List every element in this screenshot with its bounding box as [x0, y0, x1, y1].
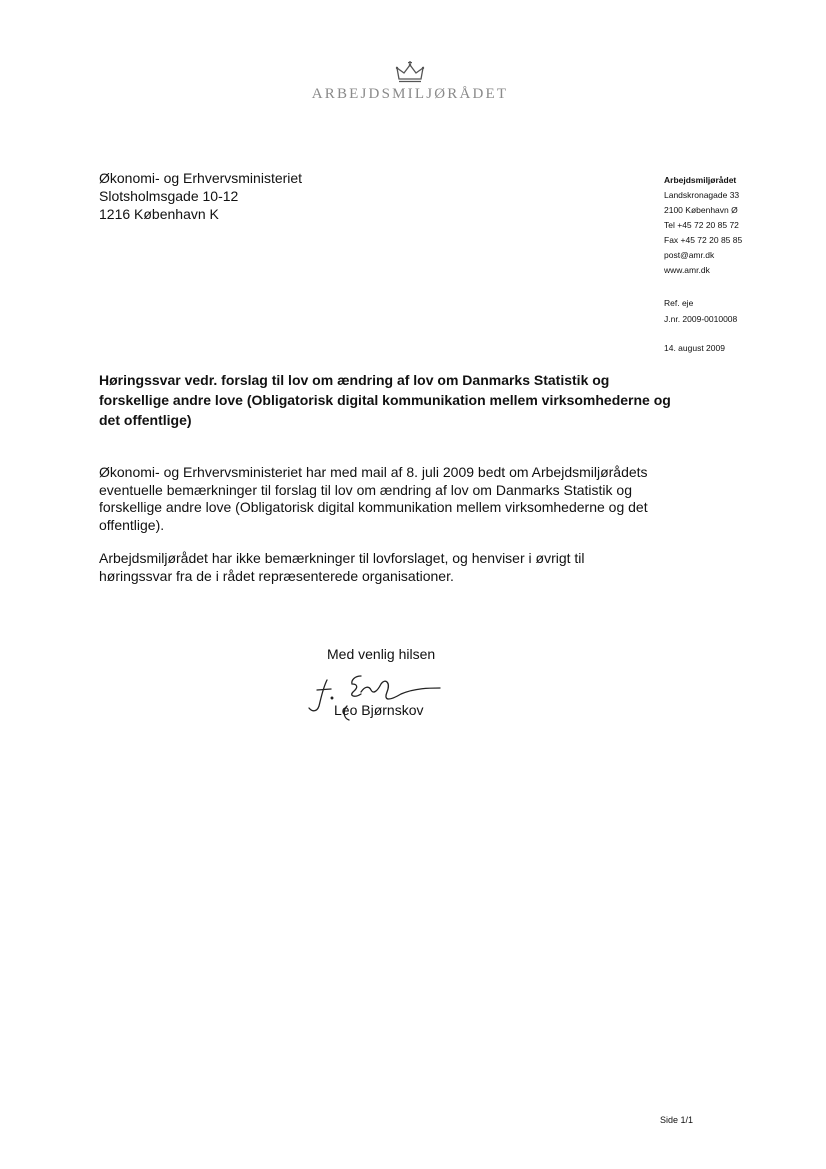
recipient-street: Slotsholmsgade 10-12 — [99, 188, 239, 204]
letterhead-logo — [300, 60, 520, 103]
letter-subject: Høringssvar vedr. forslag til lov om ændring af lov om Danmarks Statistik og forskellige andre love (Obligatorisk digital kommunikation mellem virksomhederne og det offentlige) — [99, 372, 671, 428]
reference-block — [664, 295, 737, 327]
recipient-address — [99, 169, 302, 223]
crown-icon — [395, 60, 425, 84]
letter-body — [99, 464, 659, 601]
sender-org: Arbejdsmiljørådet — [664, 175, 737, 185]
page-number: Side 1/1 — [660, 1115, 694, 1125]
logo-text: ARBEJDSMILJØRÅDET — [311, 86, 509, 102]
signer-name: Leo Bjørnskov — [334, 702, 424, 718]
sender-web: www.amr.dk — [664, 265, 710, 275]
sender-fax: Fax +45 72 20 85 85 — [664, 235, 743, 245]
sender-address — [664, 173, 742, 278]
recipient-name: Økonomi- og Erhvervsministeriet — [99, 170, 303, 186]
sender-city: 2100 København Ø — [664, 205, 738, 215]
sender-tel: Tel +45 72 20 85 72 — [664, 220, 739, 230]
letter-date: 14. august 2009 — [664, 343, 725, 353]
body-paragraph-2: Arbejdsmiljørådet har ikke bemærkninger til lovforslaget, og henviser i øvrigt til høringssvar fra de i rådet repræsenterede organisationer. — [99, 550, 585, 584]
reference-jnr: J.nr. 2009-0010008 — [664, 314, 738, 324]
body-paragraph-1: Økonomi- og Erhvervsministeriet har med mail af 8. juli 2009 bedt om Arbejdsmiljørådets eventuelle bemærkninger til forslag til lov om ændring af lov om Danmarks Statistik og forskellige andre love (Obligatorisk digital kommunikation mellem virksomhederne og det offentlige). — [99, 464, 648, 533]
reference-ref: Ref. eje — [664, 298, 694, 308]
recipient-city: 1216 København K — [99, 206, 219, 222]
sender-street: Landskronagade 33 — [664, 190, 740, 200]
closing-salutation: Med venlig hilsen — [327, 646, 436, 662]
sender-email: post@amr.dk — [664, 250, 715, 260]
